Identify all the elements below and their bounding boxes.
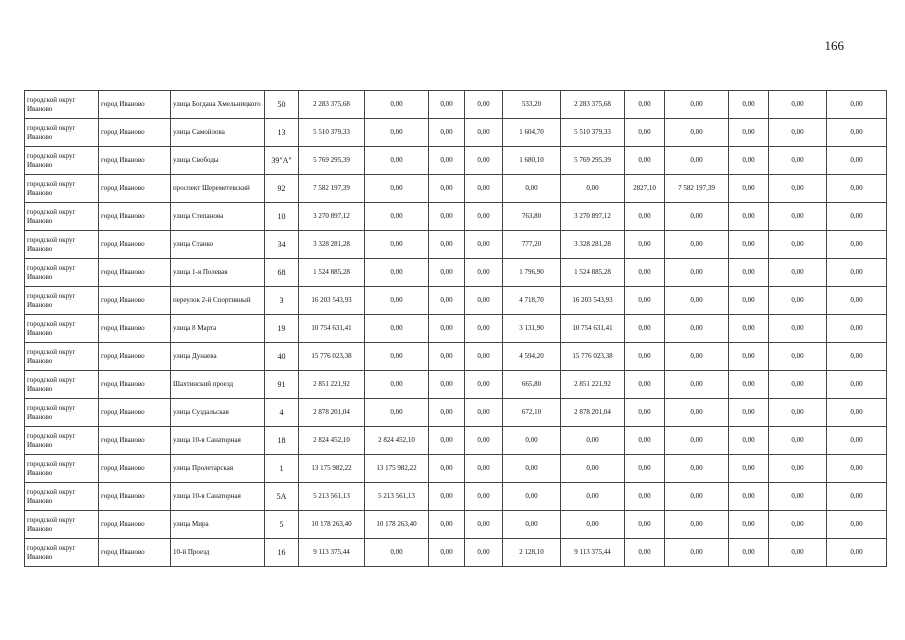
- value-cell-10: 0,00: [769, 203, 827, 231]
- street-cell: улица 10-я Санаторная: [171, 427, 265, 455]
- value-cell-2: 2 824 452,10: [365, 427, 429, 455]
- city-cell: город Иваново: [99, 399, 171, 427]
- house-cell: 13: [265, 119, 299, 147]
- value-cell-1: 13 175 982,22: [299, 455, 365, 483]
- value-cell-1: 5 213 561,13: [299, 483, 365, 511]
- value-cell-2: 0,00: [365, 399, 429, 427]
- value-cell-6: 0,00: [561, 455, 625, 483]
- house-cell: 40: [265, 343, 299, 371]
- value-cell-5: 4 594,20: [503, 343, 561, 371]
- value-cell-1: 5 510 379,33: [299, 119, 365, 147]
- city-cell: город Иваново: [99, 203, 171, 231]
- city-cell: город Иваново: [99, 287, 171, 315]
- value-cell-4: 0,00: [465, 399, 503, 427]
- value-cell-11: 0,00: [827, 231, 887, 259]
- value-cell-2: 0,00: [365, 147, 429, 175]
- value-cell-8: 0,00: [665, 315, 729, 343]
- okrug-cell: городской округ Иваново: [25, 119, 99, 147]
- table-row: [25, 315, 887, 343]
- value-cell-8: 0,00: [665, 119, 729, 147]
- value-cell-10: 0,00: [769, 371, 827, 399]
- city-cell: город Иваново: [99, 343, 171, 371]
- value-cell-2: 10 178 263,40: [365, 511, 429, 539]
- value-cell-7: 0,00: [625, 315, 665, 343]
- value-cell-5: 665,80: [503, 371, 561, 399]
- value-cell-3: 0,00: [429, 203, 465, 231]
- city-cell: город Иваново: [99, 539, 171, 567]
- value-cell-4: 0,00: [465, 455, 503, 483]
- value-cell-6: 3 328 281,28: [561, 231, 625, 259]
- value-cell-8: 0,00: [665, 287, 729, 315]
- value-cell-10: 0,00: [769, 511, 827, 539]
- value-cell-11: 0,00: [827, 455, 887, 483]
- city-cell: город Иваново: [99, 427, 171, 455]
- house-cell: 1: [265, 455, 299, 483]
- value-cell-11: 0,00: [827, 203, 887, 231]
- house-cell: 18: [265, 427, 299, 455]
- street-cell: переулок 2-й Спортивный: [171, 287, 265, 315]
- value-cell-5: 4 718,70: [503, 287, 561, 315]
- value-cell-5: 1 680,10: [503, 147, 561, 175]
- value-cell-9: 0,00: [729, 399, 769, 427]
- value-cell-10: 0,00: [769, 259, 827, 287]
- house-cell: 92: [265, 175, 299, 203]
- value-cell-4: 0,00: [465, 147, 503, 175]
- okrug-cell: городской округ Иваново: [25, 539, 99, 567]
- value-cell-1: 1 524 885,28: [299, 259, 365, 287]
- value-cell-10: 0,00: [769, 147, 827, 175]
- value-cell-4: 0,00: [465, 539, 503, 567]
- value-cell-4: 0,00: [465, 287, 503, 315]
- value-cell-2: 0,00: [365, 231, 429, 259]
- table-row: [25, 511, 887, 539]
- value-cell-1: 2 878 201,04: [299, 399, 365, 427]
- table-row: [25, 287, 887, 315]
- street-cell: улица Станко: [171, 231, 265, 259]
- value-cell-8: 0,00: [665, 343, 729, 371]
- value-cell-3: 0,00: [429, 259, 465, 287]
- value-cell-11: 0,00: [827, 371, 887, 399]
- value-cell-9: 0,00: [729, 175, 769, 203]
- street-cell: улица Богдана Хмельницкого: [171, 91, 265, 119]
- street-cell: улица 1-я Полевая: [171, 259, 265, 287]
- value-cell-4: 0,00: [465, 91, 503, 119]
- value-cell-8: 0,00: [665, 259, 729, 287]
- table-row: [25, 175, 887, 203]
- value-cell-10: 0,00: [769, 119, 827, 147]
- value-cell-6: 3 270 897,12: [561, 203, 625, 231]
- value-cell-6: 2 283 375,68: [561, 91, 625, 119]
- house-cell: 68: [265, 259, 299, 287]
- table-row: [25, 259, 887, 287]
- address-table: [24, 90, 887, 567]
- city-cell: город Иваново: [99, 147, 171, 175]
- street-cell: улица Суздальская: [171, 399, 265, 427]
- value-cell-9: 0,00: [729, 119, 769, 147]
- value-cell-2: 0,00: [365, 371, 429, 399]
- house-cell: 5А: [265, 483, 299, 511]
- table-row: [25, 119, 887, 147]
- value-cell-7: 0,00: [625, 259, 665, 287]
- city-cell: город Иваново: [99, 371, 171, 399]
- value-cell-8: 0,00: [665, 147, 729, 175]
- value-cell-7: 0,00: [625, 343, 665, 371]
- table-row: [25, 147, 887, 175]
- value-cell-2: 0,00: [365, 315, 429, 343]
- house-cell: 3: [265, 287, 299, 315]
- value-cell-10: 0,00: [769, 483, 827, 511]
- street-cell: улица 8 Марта: [171, 315, 265, 343]
- value-cell-3: 0,00: [429, 427, 465, 455]
- value-cell-6: 0,00: [561, 511, 625, 539]
- value-cell-8: 0,00: [665, 427, 729, 455]
- value-cell-1: 2 851 221,92: [299, 371, 365, 399]
- table-row: [25, 483, 887, 511]
- house-cell: 16: [265, 539, 299, 567]
- value-cell-1: 3 328 281,28: [299, 231, 365, 259]
- value-cell-1: 2 824 452,10: [299, 427, 365, 455]
- value-cell-9: 0,00: [729, 483, 769, 511]
- value-cell-5: 672,10: [503, 399, 561, 427]
- value-cell-5: 533,20: [503, 91, 561, 119]
- value-cell-7: 0,00: [625, 427, 665, 455]
- value-cell-8: 0,00: [665, 399, 729, 427]
- value-cell-11: 0,00: [827, 399, 887, 427]
- value-cell-11: 0,00: [827, 539, 887, 567]
- value-cell-3: 0,00: [429, 511, 465, 539]
- table-row: [25, 91, 887, 119]
- street-cell: Шахтинский проезд: [171, 371, 265, 399]
- table-row: [25, 399, 887, 427]
- house-cell: 39"А": [265, 147, 299, 175]
- value-cell-2: 0,00: [365, 539, 429, 567]
- okrug-cell: городской округ Иваново: [25, 147, 99, 175]
- okrug-cell: городской округ Иваново: [25, 343, 99, 371]
- okrug-cell: городской округ Иваново: [25, 315, 99, 343]
- value-cell-6: 10 754 631,41: [561, 315, 625, 343]
- value-cell-6: 0,00: [561, 483, 625, 511]
- value-cell-6: 9 113 375,44: [561, 539, 625, 567]
- value-cell-11: 0,00: [827, 147, 887, 175]
- value-cell-3: 0,00: [429, 119, 465, 147]
- value-cell-7: 0,00: [625, 371, 665, 399]
- table-row: [25, 343, 887, 371]
- value-cell-9: 0,00: [729, 315, 769, 343]
- city-cell: город Иваново: [99, 511, 171, 539]
- value-cell-5: 0,00: [503, 511, 561, 539]
- value-cell-10: 0,00: [769, 455, 827, 483]
- value-cell-5: 0,00: [503, 483, 561, 511]
- value-cell-2: 0,00: [365, 343, 429, 371]
- value-cell-9: 0,00: [729, 371, 769, 399]
- value-cell-10: 0,00: [769, 175, 827, 203]
- value-cell-6: 15 776 023,38: [561, 343, 625, 371]
- okrug-cell: городской округ Иваново: [25, 455, 99, 483]
- value-cell-10: 0,00: [769, 427, 827, 455]
- value-cell-11: 0,00: [827, 315, 887, 343]
- table-row: [25, 371, 887, 399]
- city-cell: город Иваново: [99, 455, 171, 483]
- value-cell-1: 10 178 263,40: [299, 511, 365, 539]
- street-cell: улица Дунаева: [171, 343, 265, 371]
- city-cell: город Иваново: [99, 231, 171, 259]
- value-cell-7: 0,00: [625, 287, 665, 315]
- value-cell-9: 0,00: [729, 91, 769, 119]
- street-cell: улица Пролетарская: [171, 455, 265, 483]
- value-cell-7: 0,00: [625, 483, 665, 511]
- value-cell-4: 0,00: [465, 231, 503, 259]
- house-cell: 5: [265, 511, 299, 539]
- okrug-cell: городской округ Иваново: [25, 287, 99, 315]
- value-cell-11: 0,00: [827, 483, 887, 511]
- value-cell-2: 0,00: [365, 119, 429, 147]
- value-cell-2: 0,00: [365, 287, 429, 315]
- street-cell: улица Мира: [171, 511, 265, 539]
- okrug-cell: городской округ Иваново: [25, 511, 99, 539]
- city-cell: город Иваново: [99, 483, 171, 511]
- value-cell-9: 0,00: [729, 231, 769, 259]
- value-cell-2: 0,00: [365, 91, 429, 119]
- value-cell-7: 0,00: [625, 511, 665, 539]
- okrug-cell: городской округ Иваново: [25, 427, 99, 455]
- house-cell: 4: [265, 399, 299, 427]
- value-cell-8: 0,00: [665, 203, 729, 231]
- value-cell-3: 0,00: [429, 147, 465, 175]
- value-cell-7: 0,00: [625, 203, 665, 231]
- table-row: [25, 455, 887, 483]
- value-cell-7: 0,00: [625, 91, 665, 119]
- value-cell-8: 0,00: [665, 231, 729, 259]
- value-cell-11: 0,00: [827, 91, 887, 119]
- value-cell-6: 0,00: [561, 427, 625, 455]
- value-cell-4: 0,00: [465, 175, 503, 203]
- value-cell-3: 0,00: [429, 91, 465, 119]
- house-cell: 10: [265, 203, 299, 231]
- okrug-cell: городской округ Иваново: [25, 399, 99, 427]
- value-cell-4: 0,00: [465, 483, 503, 511]
- value-cell-3: 0,00: [429, 455, 465, 483]
- value-cell-3: 0,00: [429, 175, 465, 203]
- okrug-cell: городской округ Иваново: [25, 483, 99, 511]
- value-cell-11: 0,00: [827, 175, 887, 203]
- value-cell-8: 0,00: [665, 455, 729, 483]
- value-cell-7: 0,00: [625, 231, 665, 259]
- value-cell-1: 15 776 023,38: [299, 343, 365, 371]
- street-cell: улица 10-я Санаторная: [171, 483, 265, 511]
- value-cell-3: 0,00: [429, 371, 465, 399]
- value-cell-10: 0,00: [769, 315, 827, 343]
- okrug-cell: городской округ Иваново: [25, 91, 99, 119]
- value-cell-11: 0,00: [827, 287, 887, 315]
- table-body: [25, 91, 887, 567]
- value-cell-2: 13 175 982,22: [365, 455, 429, 483]
- value-cell-1: 9 113 375,44: [299, 539, 365, 567]
- value-cell-8: 0,00: [665, 371, 729, 399]
- value-cell-10: 0,00: [769, 399, 827, 427]
- value-cell-7: 0,00: [625, 455, 665, 483]
- value-cell-5: 0,00: [503, 175, 561, 203]
- city-cell: город Иваново: [99, 259, 171, 287]
- okrug-cell: городской округ Иваново: [25, 231, 99, 259]
- value-cell-11: 0,00: [827, 511, 887, 539]
- table-row: [25, 231, 887, 259]
- value-cell-8: 0,00: [665, 91, 729, 119]
- value-cell-9: 0,00: [729, 343, 769, 371]
- value-cell-7: 2827,10: [625, 175, 665, 203]
- value-cell-7: 0,00: [625, 399, 665, 427]
- street-cell: улица Степанова: [171, 203, 265, 231]
- house-cell: 50: [265, 91, 299, 119]
- value-cell-6: 1 524 885,28: [561, 259, 625, 287]
- value-cell-10: 0,00: [769, 231, 827, 259]
- value-cell-9: 0,00: [729, 427, 769, 455]
- value-cell-4: 0,00: [465, 511, 503, 539]
- value-cell-5: 1 796,90: [503, 259, 561, 287]
- value-cell-5: 0,00: [503, 427, 561, 455]
- value-cell-10: 0,00: [769, 539, 827, 567]
- value-cell-4: 0,00: [465, 119, 503, 147]
- value-cell-7: 0,00: [625, 119, 665, 147]
- value-cell-3: 0,00: [429, 231, 465, 259]
- value-cell-6: 0,00: [561, 175, 625, 203]
- city-cell: город Иваново: [99, 175, 171, 203]
- table-row: [25, 427, 887, 455]
- value-cell-5: 763,80: [503, 203, 561, 231]
- value-cell-11: 0,00: [827, 343, 887, 371]
- value-cell-9: 0,00: [729, 259, 769, 287]
- value-cell-6: 5 510 379,33: [561, 119, 625, 147]
- value-cell-9: 0,00: [729, 203, 769, 231]
- value-cell-4: 0,00: [465, 371, 503, 399]
- value-cell-5: 3 131,90: [503, 315, 561, 343]
- value-cell-8: 7 582 197,39: [665, 175, 729, 203]
- value-cell-5: 1 604,70: [503, 119, 561, 147]
- value-cell-9: 0,00: [729, 511, 769, 539]
- value-cell-8: 0,00: [665, 483, 729, 511]
- table-row: [25, 203, 887, 231]
- value-cell-8: 0,00: [665, 539, 729, 567]
- value-cell-6: 16 203 543,93: [561, 287, 625, 315]
- value-cell-1: 2 283 375,68: [299, 91, 365, 119]
- house-cell: 34: [265, 231, 299, 259]
- value-cell-1: 7 582 197,39: [299, 175, 365, 203]
- value-cell-4: 0,00: [465, 343, 503, 371]
- value-cell-3: 0,00: [429, 483, 465, 511]
- value-cell-3: 0,00: [429, 287, 465, 315]
- value-cell-4: 0,00: [465, 203, 503, 231]
- table-row: [25, 539, 887, 567]
- value-cell-7: 0,00: [625, 539, 665, 567]
- value-cell-5: 0,00: [503, 455, 561, 483]
- value-cell-7: 0,00: [625, 147, 665, 175]
- street-cell: проспект Шереметевский: [171, 175, 265, 203]
- okrug-cell: городской округ Иваново: [25, 371, 99, 399]
- value-cell-2: 0,00: [365, 259, 429, 287]
- house-cell: 19: [265, 315, 299, 343]
- street-cell: улица Свободы: [171, 147, 265, 175]
- value-cell-6: 5 769 295,39: [561, 147, 625, 175]
- value-cell-10: 0,00: [769, 287, 827, 315]
- value-cell-1: 10 754 631,41: [299, 315, 365, 343]
- value-cell-11: 0,00: [827, 119, 887, 147]
- value-cell-9: 0,00: [729, 147, 769, 175]
- value-cell-10: 0,00: [769, 91, 827, 119]
- okrug-cell: городской округ Иваново: [25, 175, 99, 203]
- value-cell-8: 0,00: [665, 511, 729, 539]
- house-cell: 91: [265, 371, 299, 399]
- value-cell-2: 0,00: [365, 175, 429, 203]
- street-cell: улица Самойлова: [171, 119, 265, 147]
- value-cell-2: 5 213 561,13: [365, 483, 429, 511]
- value-cell-11: 0,00: [827, 427, 887, 455]
- value-cell-9: 0,00: [729, 287, 769, 315]
- value-cell-11: 0,00: [827, 259, 887, 287]
- value-cell-4: 0,00: [465, 427, 503, 455]
- value-cell-1: 3 270 897,12: [299, 203, 365, 231]
- value-cell-6: 2 878 201,04: [561, 399, 625, 427]
- value-cell-4: 0,00: [465, 315, 503, 343]
- value-cell-9: 0,00: [729, 539, 769, 567]
- okrug-cell: городской округ Иваново: [25, 259, 99, 287]
- okrug-cell: городской округ Иваново: [25, 203, 99, 231]
- value-cell-6: 2 851 221,92: [561, 371, 625, 399]
- value-cell-2: 0,00: [365, 203, 429, 231]
- city-cell: город Иваново: [99, 119, 171, 147]
- value-cell-1: 16 203 543,93: [299, 287, 365, 315]
- street-cell: 10-й Проезд: [171, 539, 265, 567]
- value-cell-3: 0,00: [429, 343, 465, 371]
- value-cell-1: 5 769 295,39: [299, 147, 365, 175]
- value-cell-4: 0,00: [465, 259, 503, 287]
- page-number: 166: [824, 38, 844, 53]
- value-cell-5: 777,20: [503, 231, 561, 259]
- value-cell-3: 0,00: [429, 399, 465, 427]
- value-cell-3: 0,00: [429, 315, 465, 343]
- city-cell: город Иваново: [99, 315, 171, 343]
- value-cell-3: 0,00: [429, 539, 465, 567]
- city-cell: город Иваново: [99, 91, 171, 119]
- value-cell-9: 0,00: [729, 455, 769, 483]
- value-cell-10: 0,00: [769, 343, 827, 371]
- value-cell-5: 2 128,10: [503, 539, 561, 567]
